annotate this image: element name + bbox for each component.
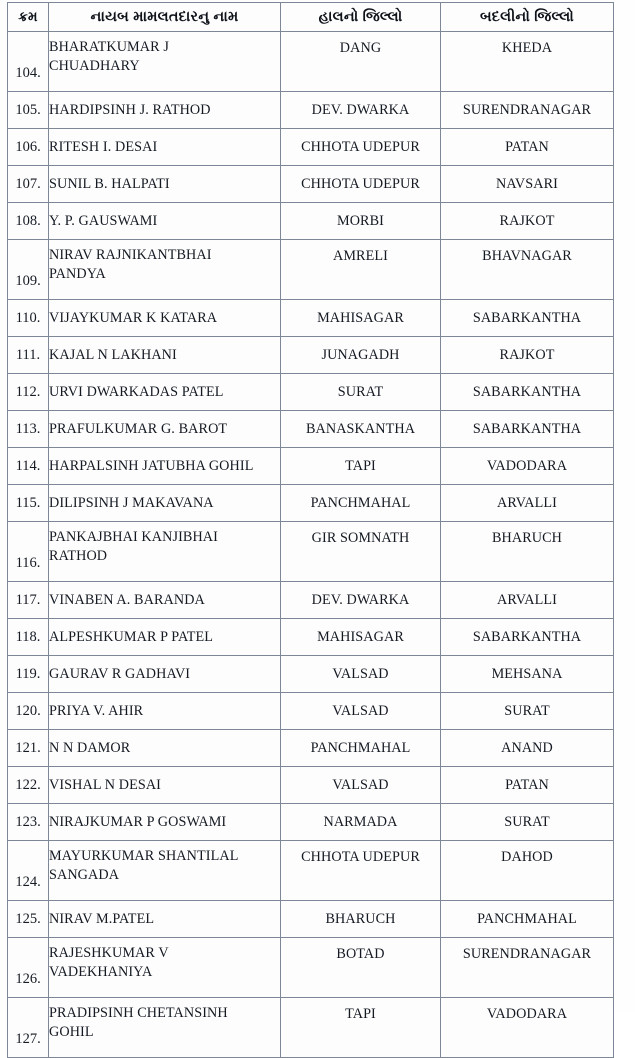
cell-officer-name [49, 522, 281, 582]
cell-transfer-district: RAJKOT [441, 203, 614, 240]
officer-name-line: CHUADHARY [49, 58, 140, 74]
officer-name-line: KAJAL N LAKHANI [49, 346, 177, 363]
table-row [8, 92, 614, 129]
cell-transfer-district: ARVALLI [441, 582, 614, 619]
cell-officer-name [49, 32, 281, 92]
cell-transfer-district: SABARKANTHA [441, 411, 614, 448]
cell-serial-number: 126. [8, 938, 49, 998]
table-row [8, 337, 614, 374]
table-row [8, 693, 614, 730]
cell-transfer-district: SURENDRANAGAR [441, 92, 614, 129]
officer-name-line: SUNIL B. HALPATI [49, 175, 170, 192]
cell-serial-number: 120. [8, 693, 49, 730]
column-header-transfer-district: બદલીનો જિલ્લો [441, 3, 614, 32]
cell-serial-number: 119. [8, 656, 49, 693]
cell-officer-name [49, 411, 281, 448]
table-row [8, 619, 614, 656]
cell-transfer-district: SURENDRANAGAR [441, 938, 614, 998]
officer-name-line: PRAFULKUMAR G. BAROT [49, 420, 228, 437]
cell-current-district: DEV. DWARKA [281, 582, 441, 619]
officer-name-line: GOHIL [49, 1024, 94, 1040]
cell-officer-name [49, 901, 281, 938]
table-row [8, 522, 614, 582]
cell-officer-name [49, 448, 281, 485]
officer-name-line: RITESH I. DESAI [49, 138, 158, 155]
cell-officer-name [49, 804, 281, 841]
cell-serial-number: 124. [8, 841, 49, 901]
cell-officer-name [49, 92, 281, 129]
cell-serial-number: 111. [8, 337, 49, 374]
officer-name-line: PRIYA V. AHIR [49, 702, 144, 719]
cell-officer-name [49, 841, 281, 901]
cell-officer-name [49, 582, 281, 619]
cell-serial-number: 122. [8, 767, 49, 804]
table-row [8, 656, 614, 693]
cell-officer-name [49, 656, 281, 693]
cell-transfer-district: NAVSARI [441, 166, 614, 203]
officer-name-line: MAYURKUMAR SHANTILAL [49, 848, 239, 864]
table-row [8, 485, 614, 522]
cell-serial-number: 118. [8, 619, 49, 656]
cell-serial-number: 107. [8, 166, 49, 203]
table-row [8, 240, 614, 300]
cell-serial-number: 117. [8, 582, 49, 619]
cell-current-district: BANASKANTHA [281, 411, 441, 448]
officer-name-line: RATHOD [49, 548, 108, 564]
cell-current-district: DANG [281, 32, 441, 92]
cell-officer-name [49, 730, 281, 767]
cell-current-district: CHHOTA UDEPUR [281, 166, 441, 203]
cell-current-district: TAPI [281, 998, 441, 1058]
table-row [8, 32, 614, 92]
cell-transfer-district: SABARKANTHA [441, 619, 614, 656]
table-row [8, 901, 614, 938]
cell-serial-number: 104. [8, 32, 49, 92]
cell-current-district: PANCHMAHAL [281, 485, 441, 522]
cell-transfer-district: BHARUCH [441, 522, 614, 582]
officer-name-line: DILIPSINH J MAKAVANA [49, 494, 214, 511]
officer-name-line: GAURAV R GADHAVI [49, 665, 191, 682]
table-row [8, 804, 614, 841]
cell-current-district: AMRELI [281, 240, 441, 300]
cell-serial-number: 116. [8, 522, 49, 582]
cell-transfer-district: PATAN [441, 129, 614, 166]
cell-transfer-district: PATAN [441, 767, 614, 804]
officer-name-line: URVI DWARKADAS PATEL [49, 383, 224, 400]
table-row [8, 767, 614, 804]
table-body [8, 32, 614, 1058]
cell-transfer-district: SURAT [441, 804, 614, 841]
cell-serial-number: 113. [8, 411, 49, 448]
cell-serial-number: 112. [8, 374, 49, 411]
officer-name-line: NIRAJKUMAR P GOSWAMI [49, 813, 227, 830]
officer-name-line: VADEKHANIYA [49, 964, 153, 980]
cell-current-district: JUNAGADH [281, 337, 441, 374]
cell-transfer-district: RAJKOT [441, 337, 614, 374]
cell-transfer-district: ANAND [441, 730, 614, 767]
table-row [8, 841, 614, 901]
table-row [8, 938, 614, 998]
cell-transfer-district: SURAT [441, 693, 614, 730]
officer-name-line: ALPESHKUMAR P PATEL [49, 628, 214, 645]
cell-serial-number: 115. [8, 485, 49, 522]
cell-officer-name [49, 485, 281, 522]
cell-officer-name [49, 240, 281, 300]
table-row [8, 203, 614, 240]
cell-officer-name [49, 203, 281, 240]
cell-transfer-district: MEHSANA [441, 656, 614, 693]
cell-officer-name [49, 337, 281, 374]
cell-transfer-district: VADODARA [441, 998, 614, 1058]
column-header-current-district: હાલનો જિલ્લો [281, 3, 441, 32]
cell-serial-number: 123. [8, 804, 49, 841]
table-row [8, 582, 614, 619]
officer-name-line: VIJAYKUMAR K KATARA [49, 309, 218, 326]
table-row [8, 300, 614, 337]
cell-officer-name [49, 166, 281, 203]
cell-transfer-district: VADODARA [441, 448, 614, 485]
cell-transfer-district: KHEDA [441, 32, 614, 92]
officer-name-line: NIRAV RAJNIKANTBHAI [49, 247, 212, 263]
cell-officer-name [49, 767, 281, 804]
cell-transfer-district: SABARKANTHA [441, 300, 614, 337]
cell-officer-name [49, 374, 281, 411]
cell-transfer-district: ARVALLI [441, 485, 614, 522]
officer-name-line: HARPALSINH JATUBHA GOHIL [49, 457, 254, 474]
table-row [8, 166, 614, 203]
officer-name-line: RAJESHKUMAR V [49, 945, 169, 961]
cell-current-district: MORBI [281, 203, 441, 240]
cell-serial-number: 127. [8, 998, 49, 1058]
cell-current-district: VALSAD [281, 693, 441, 730]
table-row [8, 448, 614, 485]
cell-officer-name [49, 619, 281, 656]
cell-officer-name [49, 693, 281, 730]
officer-name-line: Y. P. GAUSWAMI [49, 212, 158, 229]
deputy-mamlatdar-transfer-table [7, 2, 614, 1058]
cell-current-district: SURAT [281, 374, 441, 411]
cell-serial-number: 114. [8, 448, 49, 485]
table-row [8, 730, 614, 767]
cell-officer-name [49, 129, 281, 166]
officer-name-line: PANDYA [49, 266, 106, 282]
cell-current-district: NARMADA [281, 804, 441, 841]
officer-name-line: PRADIPSINH CHETANSINH [49, 1005, 228, 1021]
cell-serial-number: 125. [8, 901, 49, 938]
officer-name-line: VISHAL N DESAI [49, 776, 162, 793]
column-header-name: નાયબ મામલતદારનુ નામ [49, 3, 281, 32]
cell-current-district: MAHISAGAR [281, 300, 441, 337]
table-row [8, 129, 614, 166]
table-row [8, 998, 614, 1058]
cell-serial-number: 105. [8, 92, 49, 129]
cell-transfer-district: DAHOD [441, 841, 614, 901]
cell-current-district: BOTAD [281, 938, 441, 998]
table-header [8, 3, 614, 32]
cell-serial-number: 106. [8, 129, 49, 166]
cell-current-district: VALSAD [281, 767, 441, 804]
cell-serial-number: 121. [8, 730, 49, 767]
officer-name-line: PANKAJBHAI KANJIBHAI [49, 529, 218, 545]
officer-name-line: BHARATKUMAR J [49, 39, 169, 55]
table-row [8, 374, 614, 411]
cell-officer-name [49, 300, 281, 337]
cell-transfer-district: SABARKANTHA [441, 374, 614, 411]
officer-name-line: HARDIPSINH J. RATHOD [49, 101, 211, 118]
cell-serial-number: 108. [8, 203, 49, 240]
cell-current-district: DEV. DWARKA [281, 92, 441, 129]
cell-officer-name [49, 998, 281, 1058]
cell-transfer-district: PANCHMAHAL [441, 901, 614, 938]
cell-current-district: TAPI [281, 448, 441, 485]
cell-current-district: CHHOTA UDEPUR [281, 129, 441, 166]
cell-current-district: BHARUCH [281, 901, 441, 938]
column-header-serial: ક્રમ [8, 3, 49, 32]
cell-officer-name [49, 938, 281, 998]
cell-transfer-district: BHAVNAGAR [441, 240, 614, 300]
header-row [8, 3, 614, 32]
cell-current-district: PANCHMAHAL [281, 730, 441, 767]
cell-serial-number: 109. [8, 240, 49, 300]
officer-name-line: VINABEN A. BARANDA [49, 591, 205, 608]
cell-serial-number: 110. [8, 300, 49, 337]
table-row [8, 411, 614, 448]
cell-current-district: CHHOTA UDEPUR [281, 841, 441, 901]
cell-current-district: GIR SOMNATH [281, 522, 441, 582]
cell-current-district: VALSAD [281, 656, 441, 693]
officer-name-line: NIRAV M.PATEL [49, 910, 155, 927]
cell-current-district: MAHISAGAR [281, 619, 441, 656]
officer-name-line: N N DAMOR [49, 739, 131, 756]
officer-name-line: SANGADA [49, 867, 120, 883]
